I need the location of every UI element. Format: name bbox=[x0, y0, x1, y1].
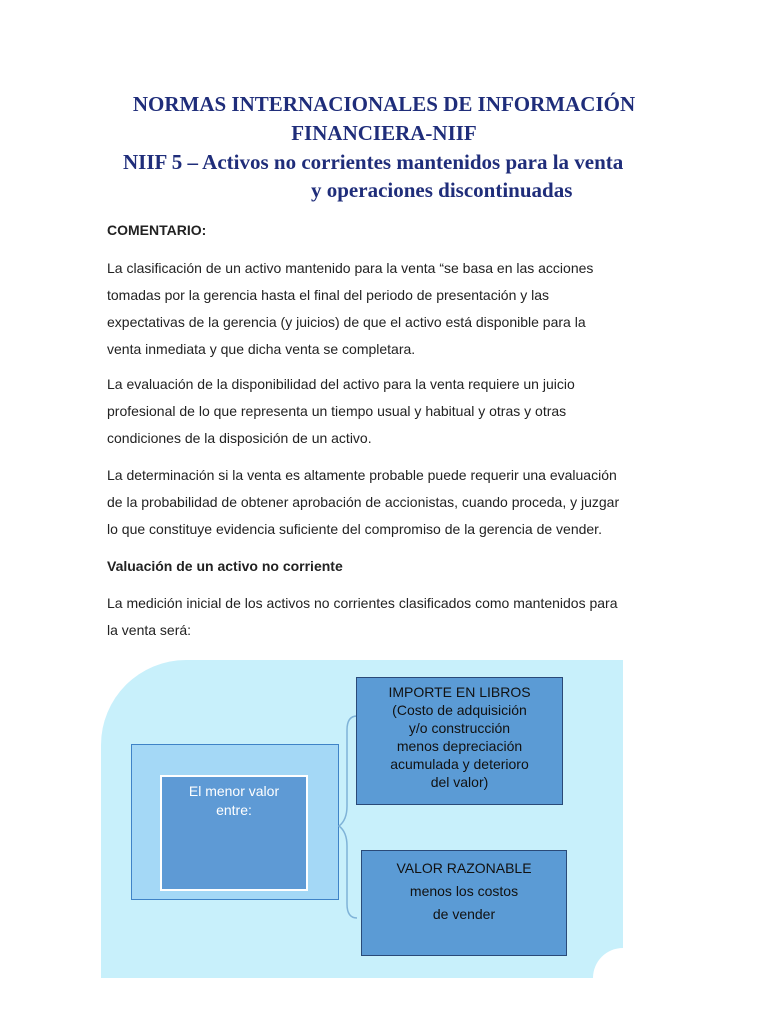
fair-value-box bbox=[361, 850, 567, 956]
diagram-center-line: entre: bbox=[216, 802, 252, 818]
text-line: La determinación si la venta es altamente probable puede requerir una evaluación bbox=[107, 467, 617, 483]
document-subtitle-line-1: NIIF 5 – Activos no corrientes mantenidos para la venta bbox=[123, 150, 624, 174]
text-line: La clasificación de un activo mantenido para la venta “se basa en las acciones bbox=[107, 260, 594, 276]
comment-paragraph-1 bbox=[107, 255, 667, 363]
book-value-line: y/o construcción bbox=[408, 720, 511, 736]
fair-value-line: menos los costos bbox=[409, 883, 519, 899]
comment-paragraph-2 bbox=[107, 371, 667, 452]
text-line: La evaluación de la disponibilidad del activo para la venta requiere un juicio bbox=[107, 376, 575, 392]
valuation-intro bbox=[107, 590, 667, 644]
text-line: expectativas de la gerencia (y juicios) de que el activo está disponible para la bbox=[107, 314, 586, 330]
text-line: La medición inicial de los activos no corrientes clasificados como mantenidos para bbox=[107, 595, 618, 611]
book-value-line: acumulada y deterioro bbox=[390, 756, 529, 772]
document-title-line-2: FINANCIERA-NIIF bbox=[291, 121, 477, 145]
valuation-heading: Valuación de un activo no corriente bbox=[107, 558, 343, 574]
document-subtitle-line-2: y operaciones discontinuadas bbox=[311, 178, 573, 202]
book-value-line: (Costo de adquisición bbox=[392, 702, 527, 718]
text-line: de la probabilidad de obtener aprobación de accionistas, cuando proceda, y juzgar bbox=[107, 494, 620, 510]
fair-value-line: de vender bbox=[432, 906, 496, 922]
valuation-diagram bbox=[101, 660, 623, 978]
book-value-line: menos depreciación bbox=[396, 738, 523, 754]
book-value-box bbox=[356, 677, 563, 805]
text-line: profesional de lo que representa un tiempo usual y habitual y otras y otras bbox=[107, 403, 567, 419]
comment-paragraph-3 bbox=[107, 462, 667, 543]
book-value-line: del valor) bbox=[430, 774, 489, 790]
text-line: la venta será: bbox=[107, 622, 192, 638]
book-value-line: IMPORTE EN LIBROS bbox=[388, 684, 531, 700]
comment-heading: COMENTARIO: bbox=[107, 222, 207, 238]
text-line: venta inmediata y que dicha venta se completara. bbox=[107, 341, 416, 357]
text-line: lo que constituye evidencia suficiente del compromiso de la gerencia de vender. bbox=[107, 521, 602, 537]
document-title-line-1: NORMAS INTERNACIONALES DE INFORMACIÓN bbox=[132, 92, 636, 116]
diagram-center-line: El menor valor bbox=[188, 783, 280, 799]
text-line: condiciones de la disposición de un activo. bbox=[107, 430, 372, 446]
text-line: tomadas por la gerencia hasta el final del periodo de presentación y las bbox=[107, 287, 550, 303]
fair-value-line: VALOR RAZONABLE bbox=[396, 860, 532, 876]
